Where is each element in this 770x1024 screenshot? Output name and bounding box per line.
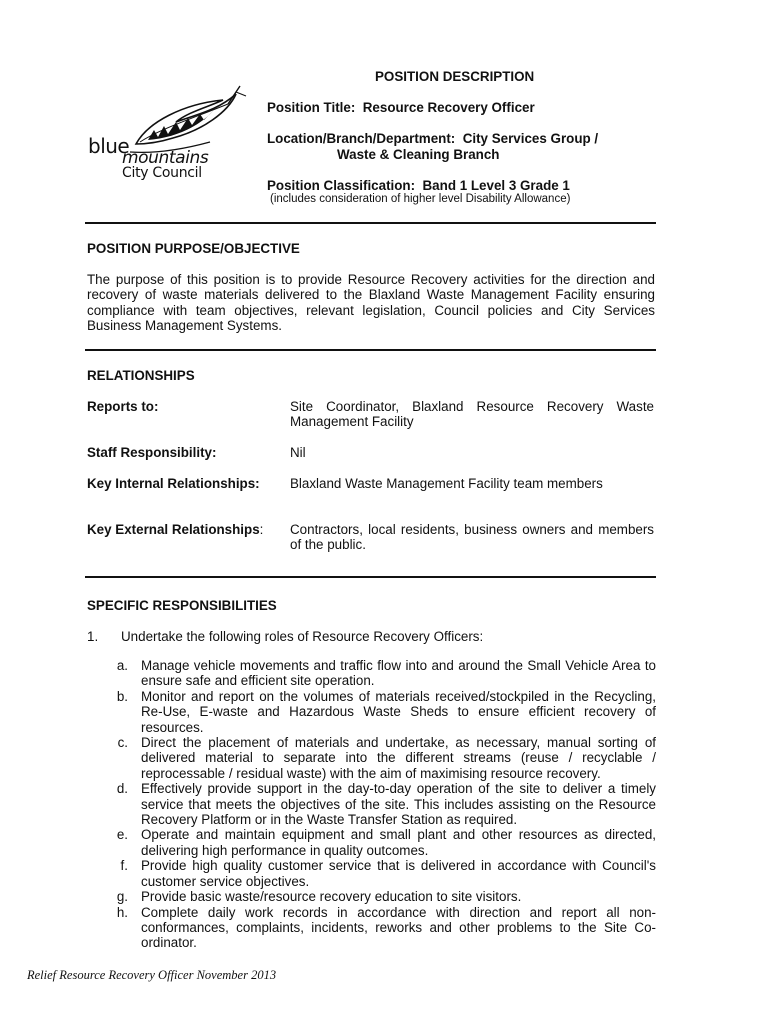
list-item <box>104 889 656 904</box>
list-item-text: Direct the placement of materials and undertake, as necessary, manual sorting of delivered material to separate into the different streams (reuse / recyclable / reprocessable / residual waste) with the aim of maximising resource recovery. <box>141 735 656 781</box>
location-label: Location/Branch/Department: <box>267 131 456 146</box>
location <box>267 131 598 146</box>
list-item-letter: h. <box>116 904 128 920</box>
list-item-text: Complete daily work records in accordance with direction and report all non-conformances, complaints, incidents, reworks and other problems to the Site Co-ordinator. <box>141 904 656 951</box>
position-title <box>267 100 535 115</box>
divider <box>85 222 656 224</box>
document-type: POSITION DESCRIPTION <box>375 69 535 84</box>
list-item-text: Provide basic waste/resource recovery education to site visitors. <box>141 889 522 905</box>
responsibilities-heading: SPECIFIC RESPONSIBILITIES <box>87 598 277 613</box>
position-title-label: Position Title: <box>267 100 356 115</box>
page-footer: Relief Resource Recovery Officer November 2013 <box>27 968 277 982</box>
staff-responsibility-value: Nil <box>290 445 306 460</box>
responsibility-subitems <box>104 658 656 951</box>
list-item <box>104 858 656 889</box>
classification-value: Band 1 Level 3 Grade 1 <box>422 178 570 193</box>
list-item-letter: c. <box>117 735 128 751</box>
responsibility-number: 1. <box>87 629 99 644</box>
classification-note: (includes consideration of higher level Disability Allowance) <box>270 193 571 205</box>
external-relationships-label-text: Key External Relationships <box>87 522 260 537</box>
list-item-text: Monitor and report on the volumes of materials received/stockpiled in the Recycling, Re-Use, E-waste and Hazardous Waste Sheds to ensure efficient recovery of resources. <box>141 688 656 735</box>
responsibility-text: Undertake the following roles of Resource Recovery Officers: <box>121 629 484 644</box>
internal-relationships-value: Blaxland Waste Management Facility team members <box>290 476 603 491</box>
relationships-heading: RELATIONSHIPS <box>87 368 195 383</box>
purpose-text: The purpose of this position is to provide Resource Recovery activities for the direction and recovery of waste materials delivered to the Blaxland Waste Management Facility ensuring compliance with team objectives, relevant legislation, Council policies and City Services Business Management Systems. <box>87 272 655 334</box>
internal-relationships-label: Key Internal Relationships: <box>87 476 260 491</box>
list-item-letter: f. <box>120 858 128 874</box>
external-relationships-label <box>87 522 263 537</box>
list-item-text: Operate and maintain equipment and small plant and other resources as directed, delivering high performance in quality outcomes. <box>141 827 656 858</box>
list-item-letter: b. <box>116 688 128 704</box>
purpose-heading: POSITION PURPOSE/OBJECTIVE <box>87 241 300 256</box>
position-classification <box>267 178 570 193</box>
list-item-text: Manage vehicle movements and traffic flow into and around the Small Vehicle Area to ensure safe and efficient site operation. <box>141 658 656 689</box>
list-item-text: Effectively provide support in the day-to-day operation of the site to deliver a timely service that meets the objectives of the site. This includes assisting on the Resource Recovery Platform or in the Waste Transfer Station as required. <box>141 781 656 828</box>
list-item <box>104 827 656 858</box>
list-item <box>104 905 656 951</box>
list-item-letter: e. <box>116 827 128 843</box>
divider <box>85 349 656 351</box>
list-item-letter: a. <box>116 658 128 673</box>
location-value: City Services Group / <box>462 131 599 146</box>
location-value-line2: Waste & Cleaning Branch <box>337 147 500 162</box>
external-relationships-value: Contractors, local residents, business owners and members of the public. <box>290 522 654 553</box>
council-logo <box>88 82 248 187</box>
logo-text-city-council: City Council <box>122 165 202 181</box>
external-relationships-label-colon: : <box>259 522 264 537</box>
list-item <box>104 735 656 781</box>
divider <box>85 576 656 578</box>
list-item <box>104 781 656 827</box>
list-item-letter: g. <box>116 889 128 905</box>
logo-text-blue: blue <box>88 134 130 158</box>
classification-label: Position Classification: <box>267 178 416 193</box>
list-item <box>104 658 656 689</box>
position-title-value: Resource Recovery Officer <box>362 100 535 115</box>
reports-to-value: Site Coordinator, Blaxland Resource Recovery Waste Management Facility <box>290 399 654 430</box>
list-item-text: Provide high quality customer service that is delivered in accordance with Council's customer service objectives. <box>141 858 656 889</box>
list-item-letter: d. <box>116 781 128 797</box>
staff-responsibility-label: Staff Responsibility: <box>87 445 217 460</box>
list-item <box>104 689 656 735</box>
reports-to-label: Reports to: <box>87 399 159 414</box>
logo-text-mountains: mountains <box>122 148 209 168</box>
